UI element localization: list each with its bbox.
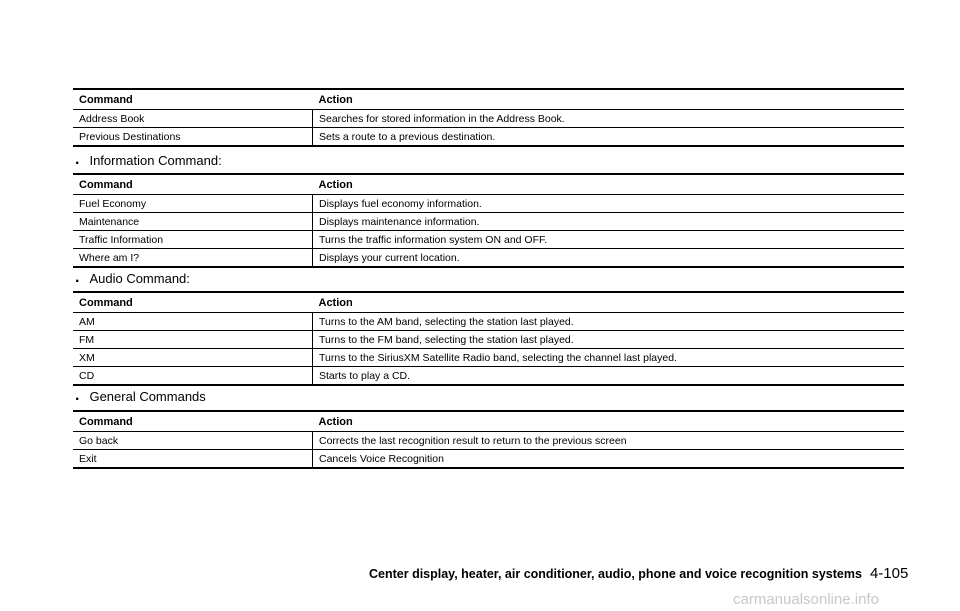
command-table-information xyxy=(73,173,904,268)
section-heading-text: Information Command: xyxy=(89,152,222,168)
page-footer xyxy=(369,565,908,582)
action-cell: Sets a route to a previous destination. xyxy=(313,128,905,147)
header-action: Action xyxy=(318,178,353,191)
table-row xyxy=(73,432,904,450)
command-cell: Traffic Information xyxy=(73,231,313,249)
command-cell: AM xyxy=(73,313,313,331)
table-row xyxy=(73,231,904,249)
action-cell: Starts to play a CD. xyxy=(313,367,905,386)
page-number: 4-105 xyxy=(869,565,909,582)
table-row xyxy=(73,110,904,128)
bullet-icon: . xyxy=(75,387,80,404)
command-cell: Fuel Economy xyxy=(73,195,313,213)
table-header-row xyxy=(73,292,904,313)
table-header-row xyxy=(73,411,904,432)
table-row xyxy=(73,349,904,367)
header-action: Action xyxy=(318,415,353,428)
table-row xyxy=(73,128,904,147)
section-heading-text: Audio Command: xyxy=(89,270,190,286)
action-cell: Cancels Voice Recognition xyxy=(313,450,905,469)
command-cell: Maintenance xyxy=(73,213,313,231)
command-cell: Exit xyxy=(73,450,313,469)
action-cell: Turns to the FM band, selecting the station last played. xyxy=(313,331,905,349)
command-table-audio xyxy=(73,291,904,386)
action-cell: Displays fuel economy information. xyxy=(313,195,905,213)
action-cell: Turns to the AM band, selecting the station last played. xyxy=(313,313,905,331)
watermark: carmanualsonline.info xyxy=(733,591,879,608)
command-table-navigation xyxy=(73,88,904,147)
command-cell: Address Book xyxy=(73,110,313,128)
action-cell: Corrects the last recognition result to return to the previous screen xyxy=(313,432,905,450)
table-row xyxy=(73,450,904,469)
action-cell: Turns the traffic information system ON and OFF. xyxy=(313,231,905,249)
table-row xyxy=(73,331,904,349)
header-action: Action xyxy=(318,296,353,309)
header-action: Action xyxy=(318,93,353,106)
header-command: Command xyxy=(79,415,133,428)
action-cell: Turns to the SiriusXM Satellite Radio band, selecting the channel last played. xyxy=(313,349,905,367)
section-heading-general xyxy=(75,388,206,404)
footer-section-title: Center display, heater, air conditioner, audio, phone and voice recognition systems xyxy=(369,567,862,581)
command-cell: CD xyxy=(73,367,313,386)
action-cell: Displays maintenance information. xyxy=(313,213,905,231)
command-cell: Previous Destinations xyxy=(73,128,313,147)
header-command: Command xyxy=(79,296,133,309)
section-heading-audio xyxy=(75,270,190,286)
table-row xyxy=(73,313,904,331)
command-cell: Go back xyxy=(73,432,313,450)
header-command: Command xyxy=(79,178,133,191)
command-cell: FM xyxy=(73,331,313,349)
section-heading-text: General Commands xyxy=(89,388,206,404)
table-row xyxy=(73,213,904,231)
table-row xyxy=(73,195,904,213)
table-header-row xyxy=(73,89,904,110)
table-row xyxy=(73,367,904,386)
bullet-icon: . xyxy=(75,151,80,168)
table-header-row xyxy=(73,174,904,195)
action-cell: Searches for stored information in the Address Book. xyxy=(313,110,905,128)
header-command: Command xyxy=(79,93,133,106)
command-table-general xyxy=(73,410,904,469)
section-heading-information xyxy=(75,152,222,168)
table-row xyxy=(73,249,904,268)
command-cell: XM xyxy=(73,349,313,367)
command-cell: Where am I? xyxy=(73,249,313,268)
action-cell: Displays your current location. xyxy=(313,249,905,268)
bullet-icon: . xyxy=(75,269,80,286)
